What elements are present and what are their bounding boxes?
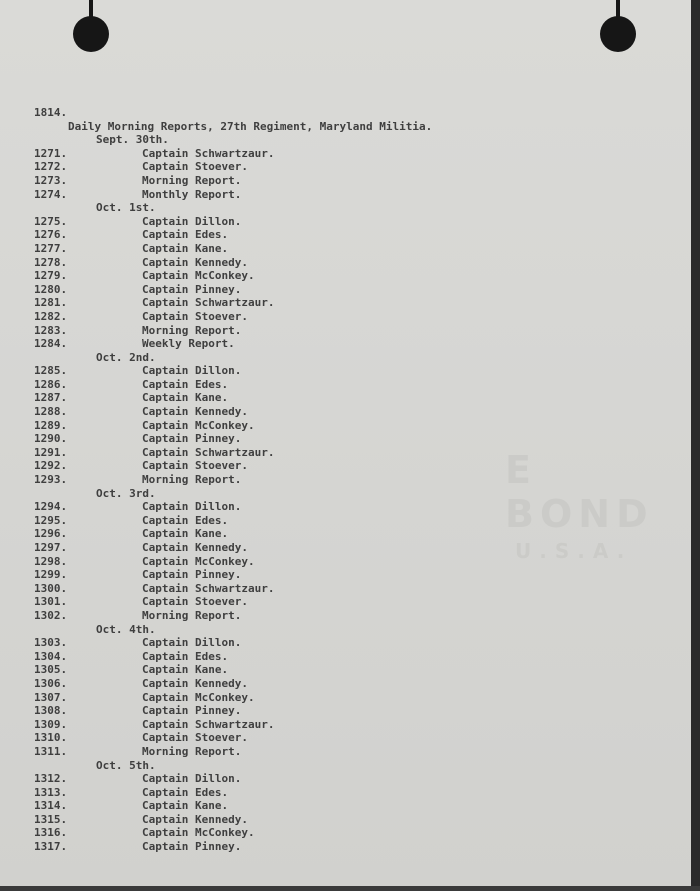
list-item [34,691,432,705]
item-text: Captain McConkey. [142,269,255,283]
item-number: 1292. [34,459,68,473]
list-item [34,799,432,813]
scan-border-right [691,0,700,891]
item-text: Captain McConkey. [142,690,255,704]
list-item [34,473,432,487]
item-number: 1282. [34,309,68,323]
item-text: Captain Pinney. [142,568,242,582]
item-text: Captain Stoever. [142,595,248,609]
list-item [34,160,432,174]
item-text: Captain Stoever. [142,309,248,323]
item-text: Captain McConkey. [142,826,255,840]
item-text: Morning Report. [142,744,242,758]
item-text: Captain McConkey. [142,418,255,432]
item-text: Captain Schwartzaur. [142,146,275,160]
section-date: Oct. 4th. [96,622,156,636]
list-item [34,677,432,691]
item-number: 1296. [34,527,68,541]
list-item [34,663,432,677]
item-number: 1279. [34,269,68,283]
item-number: 1276. [34,228,68,242]
item-number: 1302. [34,608,68,622]
item-number: 1309. [34,717,68,731]
item-number: 1289. [34,418,68,432]
list-item [34,256,432,270]
item-text: Captain Pinney. [142,282,242,296]
item-text: Captain Kennedy. [142,255,248,269]
item-number: 1288. [34,405,68,419]
item-text: Captain Kane. [142,799,229,813]
list-item [34,555,432,569]
list-item [34,296,432,310]
item-text: Captain Schwartzaur. [142,717,275,731]
document-text [34,106,432,854]
item-number: 1312. [34,772,68,786]
list-item [34,595,432,609]
item-number: 1291. [34,445,68,459]
list-item [34,337,432,351]
item-text: Captain Kane. [142,391,229,405]
binder-hole-right [600,16,636,52]
item-text: Monthly Report. [142,187,242,201]
list-item [34,650,432,664]
item-text: Morning Report. [142,473,242,487]
item-text: Captain Schwartzaur. [142,445,275,459]
item-text: Captain Edes. [142,377,229,391]
list-item [34,786,432,800]
item-number: 1304. [34,649,68,663]
item-number: 1273. [34,173,68,187]
list-item [34,391,432,405]
item-text: Captain Dillon. [142,772,242,786]
item-text: Weekly Report. [142,337,235,351]
list-item [34,215,432,229]
item-text: Captain Kennedy. [142,676,248,690]
item-number: 1299. [34,568,68,582]
item-text: Captain Kane. [142,241,229,255]
item-number: 1317. [34,840,68,854]
item-number: 1298. [34,554,68,568]
list-item [34,568,432,582]
list-item [34,283,432,297]
binder-hole-left [73,16,109,52]
watermark-line-2: U.S.A. [515,539,633,563]
list-item [34,188,432,202]
item-text: Captain Schwartzaur. [142,296,275,310]
list-item [34,324,432,338]
item-number: 1274. [34,187,68,201]
list-item [34,745,432,759]
item-number: 1314. [34,799,68,813]
item-number: 1271. [34,146,68,160]
item-number: 1311. [34,744,68,758]
list-item [34,147,432,161]
item-number: 1275. [34,214,68,228]
item-text: Captain Pinney. [142,704,242,718]
list-item [34,731,432,745]
item-number: 1283. [34,323,68,337]
item-text: Captain Kennedy. [142,812,248,826]
item-number: 1284. [34,337,68,351]
watermark-line-1: E BOND [505,448,654,536]
item-text: Captain Pinney. [142,840,242,854]
list-item [34,636,432,650]
item-text: Captain Edes. [142,228,229,242]
list-item [34,514,432,528]
item-number: 1278. [34,255,68,269]
item-number: 1316. [34,826,68,840]
list-item [34,772,432,786]
item-number: 1306. [34,676,68,690]
item-number: 1301. [34,595,68,609]
entries-list [34,133,432,853]
item-text: Captain Kane. [142,527,229,541]
item-number: 1294. [34,500,68,514]
list-item [34,459,432,473]
item-text: Captain Edes. [142,649,229,663]
section-date: Oct. 2nd. [96,350,156,364]
list-item [34,582,432,596]
list-item [34,446,432,460]
item-number: 1303. [34,636,68,650]
document-title: Daily Morning Reports, 27th Regiment, Maryland Militia. [68,119,433,133]
list-item [34,269,432,283]
list-item [34,310,432,324]
item-number: 1285. [34,364,68,378]
item-text: Captain Edes. [142,513,229,527]
item-number: 1287. [34,391,68,405]
item-number: 1295. [34,513,68,527]
item-text: Captain Dillon. [142,214,242,228]
item-number: 1305. [34,663,68,677]
scan-border-bottom [0,886,700,891]
list-item [34,527,432,541]
list-item [34,609,432,623]
list-item [34,500,432,514]
item-text: Morning Report. [142,173,242,187]
list-item [34,541,432,555]
item-number: 1272. [34,160,68,174]
list-item [34,419,432,433]
list-item [34,174,432,188]
item-text: Captain Edes. [142,785,229,799]
item-text: Captain Dillon. [142,364,242,378]
item-number: 1286. [34,377,68,391]
item-text: Captain Stoever. [142,459,248,473]
list-item [34,718,432,732]
item-text: Captain Pinney. [142,432,242,446]
item-number: 1308. [34,704,68,718]
section-date: Oct. 5th. [96,758,156,772]
item-number: 1315. [34,812,68,826]
item-text: Captain Schwartzaur. [142,581,275,595]
item-text: Captain Stoever. [142,731,248,745]
item-number: 1307. [34,690,68,704]
list-item [34,840,432,854]
section-date: Sept. 30th. [96,133,169,147]
item-text: Captain McConkey. [142,554,255,568]
list-item [34,432,432,446]
section-date: Oct. 1st. [96,201,156,215]
item-text: Captain Stoever. [142,160,248,174]
list-item [34,378,432,392]
item-number: 1300. [34,581,68,595]
list-item [34,228,432,242]
item-number: 1310. [34,731,68,745]
item-number: 1280. [34,282,68,296]
watermark [505,448,695,566]
document-year: 1814. [34,106,68,119]
list-item [34,364,432,378]
item-text: Captain Dillon. [142,636,242,650]
item-number: 1290. [34,432,68,446]
item-number: 1277. [34,241,68,255]
section-date: Oct. 3rd. [96,486,156,500]
item-text: Captain Kane. [142,663,229,677]
list-item [34,826,432,840]
item-number: 1313. [34,785,68,799]
item-text: Captain Kennedy. [142,405,248,419]
item-text: Morning Report. [142,323,242,337]
item-text: Morning Report. [142,608,242,622]
item-text: Captain Kennedy. [142,541,248,554]
item-text: Captain Dillon. [142,500,242,514]
item-number: 1297. [34,541,68,554]
list-item [34,704,432,718]
list-item [34,813,432,827]
list-item [34,405,432,419]
list-item [34,242,432,256]
item-number: 1281. [34,296,68,310]
item-number: 1293. [34,473,68,487]
